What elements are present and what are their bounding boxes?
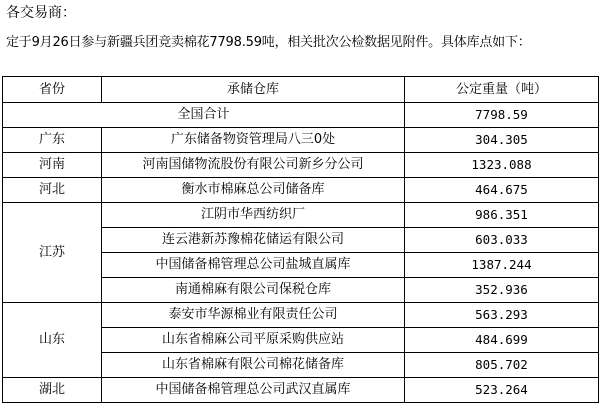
- header-weight: 公定重量（吨）: [405, 77, 599, 103]
- warehouse-cell: 中国储备棉管理总公司盐城直属库: [102, 253, 405, 278]
- table-row: [3, 128, 599, 153]
- weight-cell: 523.264: [405, 378, 599, 403]
- warehouse-cell: 中国储备棉管理总公司武汉直属库: [102, 378, 405, 403]
- table-header-row: [3, 77, 599, 103]
- weight-cell: 563.293: [405, 303, 599, 328]
- warehouse-cell: 泰安市华源棉业有限责任公司: [102, 303, 405, 328]
- weight-cell: 986.351: [405, 203, 599, 228]
- province-cell: 山东: [3, 303, 102, 378]
- notice-text: 定于9月26日参与新疆兵团竞卖棉花7798.59吨，相关批次公检数据见附件。具体库点如下：: [6, 35, 531, 50]
- province-cell: 河南: [3, 153, 102, 178]
- total-row: [3, 103, 599, 128]
- weight-cell: 484.699: [405, 328, 599, 353]
- table-row: [3, 203, 599, 228]
- weight-cell: 1387.244: [405, 253, 599, 278]
- province-cell: 河北: [3, 178, 102, 203]
- header-province: 省份: [3, 77, 102, 103]
- warehouse-cell: 江阴市华西纺织厂: [102, 203, 405, 228]
- weight-cell: 1323.088: [405, 153, 599, 178]
- table-row: [3, 153, 599, 178]
- warehouse-cell: 南通棉麻有限公司保税仓库: [102, 278, 405, 303]
- table-row: [3, 378, 599, 403]
- weight-cell: 805.702: [405, 353, 599, 378]
- warehouse-cell: 连云港新苏豫棉花储运有限公司: [102, 228, 405, 253]
- province-cell: 湖北: [3, 378, 102, 403]
- warehouse-cell: 山东省棉麻有限公司棉花储备库: [102, 353, 405, 378]
- warehouse-table: [2, 76, 599, 403]
- greeting-text: 各交易商：: [6, 5, 76, 21]
- warehouse-cell: 广东储备物资管理局八三0处: [102, 128, 405, 153]
- table-row: [3, 303, 599, 328]
- weight-cell: 352.936: [405, 278, 599, 303]
- table-row: [3, 178, 599, 203]
- weight-cell: 304.305: [405, 128, 599, 153]
- warehouse-cell: 河南国储物流股份有限公司新乡分公司: [102, 153, 405, 178]
- header-warehouse: 承储仓库: [102, 77, 405, 103]
- total-label: 全国合计: [3, 103, 405, 128]
- weight-cell: 464.675: [405, 178, 599, 203]
- warehouse-cell: 山东省棉麻公司平原采购供应站: [102, 328, 405, 353]
- warehouse-cell: 衡水市棉麻总公司储备库: [102, 178, 405, 203]
- province-cell: 广东: [3, 128, 102, 153]
- weight-cell: 603.033: [405, 228, 599, 253]
- province-cell: 江苏: [3, 203, 102, 303]
- total-weight: 7798.59: [405, 103, 599, 128]
